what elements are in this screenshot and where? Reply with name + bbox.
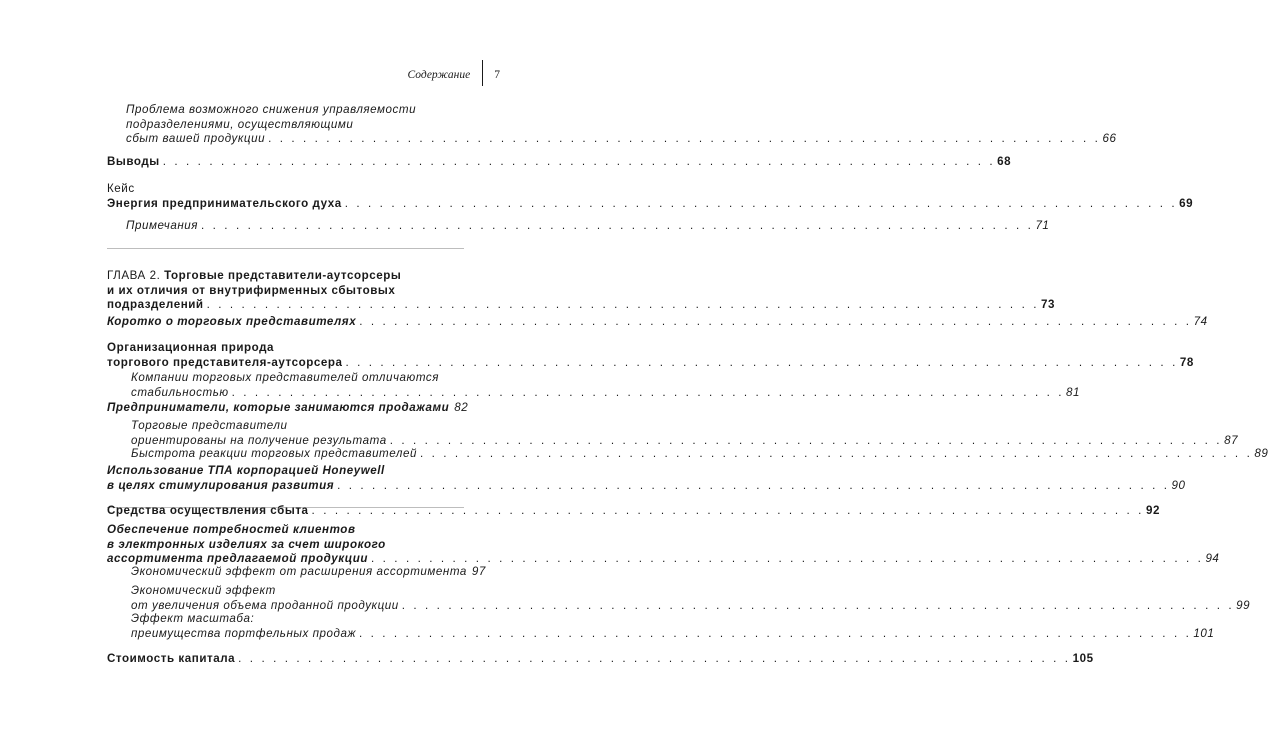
- toc-entry[interactable]: [107, 155, 1012, 170]
- running-header: [408, 62, 500, 88]
- dot-leader: . . . . . . . . . . . . . . . . . . . . . . . . . . . . . . . . . . . . . . . . . . . . . . . . . . . . . . . . . . . . . . . . . . . . . . . .: [401, 598, 1235, 612]
- toc-entry-title-line: Средства осуществления сбыта: [107, 504, 309, 517]
- toc-entry-title-line: Стоимость капитала: [107, 652, 236, 665]
- dot-leader: . . . . . . . . . . . . . . . . . . . . . . . . . . . . . . . . . . . . . . . . . . . . . . . . . . . . . . . . . . . . . . . . . . . . . . . .: [419, 447, 1253, 460]
- toc-entry[interactable]: [107, 371, 1081, 400]
- toc-page-number: 73: [1041, 298, 1056, 311]
- toc-entry[interactable]: [107, 447, 1268, 462]
- toc-page-number: 66: [1102, 132, 1117, 145]
- toc-entry[interactable]: [107, 419, 1239, 448]
- dot-leader: . . . . . . . . . . . . . . . . . . . . . . . . . . . . . . . . . . . . . . . . . . . . . . . . . . . . . . . . . . . . . . . . . . . . . . . .: [238, 652, 1071, 665]
- toc-entry-title-line: Экономический эффект от расширения ассортимента: [131, 565, 467, 578]
- page-number: 7: [494, 69, 500, 81]
- toc-entry-title-line: Экономический эффект: [131, 584, 276, 597]
- toc-entry[interactable]: [107, 219, 1050, 234]
- toc-entry-title-line: подразделений: [107, 298, 204, 311]
- toc-page-number: 69: [1179, 196, 1194, 210]
- toc-entry-title-line: Выводы: [107, 155, 160, 168]
- toc-page-number: 99: [1236, 598, 1251, 612]
- toc-page-number: 97: [471, 565, 486, 578]
- toc-page-number: 94: [1205, 552, 1220, 565]
- toc-entry[interactable]: [107, 652, 1094, 667]
- toc-entry-title-line: Эффект масштаба:: [131, 612, 255, 625]
- toc-entry-title-line: ориентированы на получение результата: [131, 433, 387, 447]
- toc-page-number: 71: [1035, 219, 1050, 232]
- toc-entry-title-line: Организационная природа: [107, 341, 275, 354]
- dot-leader: . . . . . . . . . . . . . . . . . . . . . . . . . . . . . . . . . . . . . . . . . . . . . . . . . . . . . . . . . . . . . . . . . . . . . . . .: [337, 478, 1170, 492]
- toc-page-number: 92: [1145, 504, 1160, 517]
- dot-leader: . . . . . . . . . . . . . . . . . . . . . . . . . . . . . . . . . . . . . . . . . . . . . . . . . . . . . . . . . . . . . . . . . . . . . . . .: [231, 385, 1065, 399]
- toc-entry-title-line: стабильностью: [131, 385, 229, 399]
- toc-entry[interactable]: [107, 269, 1056, 313]
- toc-page-number: 90: [1171, 478, 1186, 492]
- toc-entry[interactable]: [107, 584, 1251, 613]
- toc-entry[interactable]: [107, 464, 1186, 493]
- toc-entry[interactable]: [107, 103, 1117, 147]
- toc-entry-title-line: подразделениями, осуществляющими: [126, 117, 354, 131]
- toc-entry-title-line: ассортимента предлагаемой продукции: [107, 552, 369, 565]
- dot-leader: . . . . . . . . . . . . . . . . . . . . . . . . . . . . . . . . . . . . . . . . . . . . . . . . . . . . . . . . . . . . . . . . . . . . . . . .: [268, 132, 1101, 145]
- toc-page-number: 78: [1179, 355, 1194, 369]
- toc-entry[interactable]: [107, 612, 1215, 641]
- toc-entry-title-line: Предприниматели, которые занимаются продажами: [107, 401, 450, 414]
- toc-entry-title-line: Быстрота реакции торговых представителей: [131, 447, 417, 460]
- dot-leader: . . . . . . . . . . . . . . . . . . . . . . . . . . . . . . . . . . . . . . . . . . . . . . . . . . . . . . . . . . . . . . . . . . . . . . . .: [359, 315, 1192, 328]
- toc-page-number: 105: [1072, 652, 1094, 665]
- toc-entry-title-line: в электронных изделиях за счет широкого: [107, 537, 386, 551]
- toc-entry[interactable]: [107, 315, 1208, 330]
- dot-leader: . . . . . . . . . . . . . . . . . . . . . . . . . . . . . . . . . . . . . . . . . . . . . . . . . . . . . . . . . . . . . . . . . . . . . . . .: [344, 196, 1178, 210]
- toc-page-number: 81: [1066, 385, 1081, 399]
- toc-entry[interactable]: [107, 565, 486, 580]
- toc-page-number: 89: [1254, 447, 1268, 460]
- toc-entry-title-line: и их отличия от внутрифирменных сбытовых: [107, 283, 396, 297]
- chapter-title: Торговые представители-аутсорсеры: [164, 269, 402, 282]
- toc-entry[interactable]: [107, 523, 1220, 567]
- dot-leader: . . . . . . . . . . . . . . . . . . . . . . . . . . . . . . . . . . . . . . . . . . . . . . . . . . . . . . . . . . . . . . . . . . . . . . . .: [311, 504, 1144, 517]
- toc-entry-title-line: Использование ТПА корпорацией Honeywell: [107, 464, 385, 477]
- toc-entry-title-line: Проблема возможного снижения управляемости: [126, 103, 417, 116]
- toc-entry-title-line: Торговые представители: [131, 419, 288, 432]
- toc-entry[interactable]: [107, 401, 469, 416]
- toc-entry-title-line: Кейс: [107, 182, 135, 195]
- toc-entry-title-line: торгового представителя-аутсорсера: [107, 355, 343, 369]
- toc-entry-title-line: Коротко о торговых представителях: [107, 315, 357, 328]
- chapter-number: ГЛАВА 2.: [107, 269, 165, 282]
- dot-leader: . . . . . . . . . . . . . . . . . . . . . . . . . . . . . . . . . . . . . . . . . . . . . . . . . . . . . . . . . . . . . . . . . . . . . . . .: [201, 219, 1034, 232]
- running-header-section: Содержание: [407, 69, 471, 81]
- toc-entry-title-line: сбыт вашей продукции: [126, 132, 266, 145]
- dot-leader: . . . . . . . . . . . . . . . . . . . . . . . . . . . . . . . . . . . . . . . . . . . . . . . . . . . . . . . . . . . . . . . . . . . . . . . .: [389, 433, 1223, 447]
- section-divider: [107, 248, 464, 249]
- toc-page-number: 101: [1193, 626, 1215, 640]
- toc-entry-title-line: преимущества портфельных продаж: [131, 626, 356, 640]
- toc-entry[interactable]: [107, 182, 1194, 211]
- toc-page-number: 87: [1224, 433, 1239, 447]
- toc-page-number: 74: [1193, 315, 1208, 328]
- toc-entry-title-line: в целях стимулирования развития: [107, 478, 335, 492]
- toc-page-number: 68: [997, 155, 1012, 168]
- dot-leader: . . . . . . . . . . . . . . . . . . . . . . . . . . . . . . . . . . . . . . . . . . . . . . . . . . . . . . . . . . . . . . . . . . . . . . . .: [162, 155, 996, 168]
- dot-leader: . . . . . . . . . . . . . . . . . . . . . . . . . . . . . . . . . . . . . . . . . . . . . . . . . . . . . . . . . . . . . . . . . . . . . . . .: [358, 626, 1192, 640]
- header-divider: [482, 60, 483, 86]
- toc-entry-title-line: от увеличения объема проданной продукции: [131, 598, 399, 612]
- dot-leader: . . . . . . . . . . . . . . . . . . . . . . . . . . . . . . . . . . . . . . . . . . . . . . . . . . . . . . . . . . . . . . . . . . . . . . . .: [371, 552, 1204, 565]
- toc-entry-title-line: Энергия предпринимательского духа: [107, 196, 342, 210]
- toc-entry-title-line: [107, 269, 464, 284]
- toc-page-number: 82: [454, 401, 469, 414]
- dot-leader: . . . . . . . . . . . . . . . . . . . . . . . . . . . . . . . . . . . . . . . . . . . . . . . . . . . . . . . . . . . . . . . . . . . . . . . .: [206, 298, 1040, 311]
- dot-leader: . . . . . . . . . . . . . . . . . . . . . . . . . . . . . . . . . . . . . . . . . . . . . . . . . . . . . . . . . . . . . . . . . . . . . . . .: [345, 355, 1178, 369]
- toc-entry[interactable]: [107, 504, 1160, 519]
- toc-entry-title-line: Компании торговых представителей отличаются: [131, 371, 439, 384]
- toc-entry[interactable]: [107, 341, 1194, 370]
- toc-entry-title-line: Обеспечение потребностей клиентов: [107, 523, 356, 536]
- toc-entry-title-line: Примечания: [126, 219, 199, 232]
